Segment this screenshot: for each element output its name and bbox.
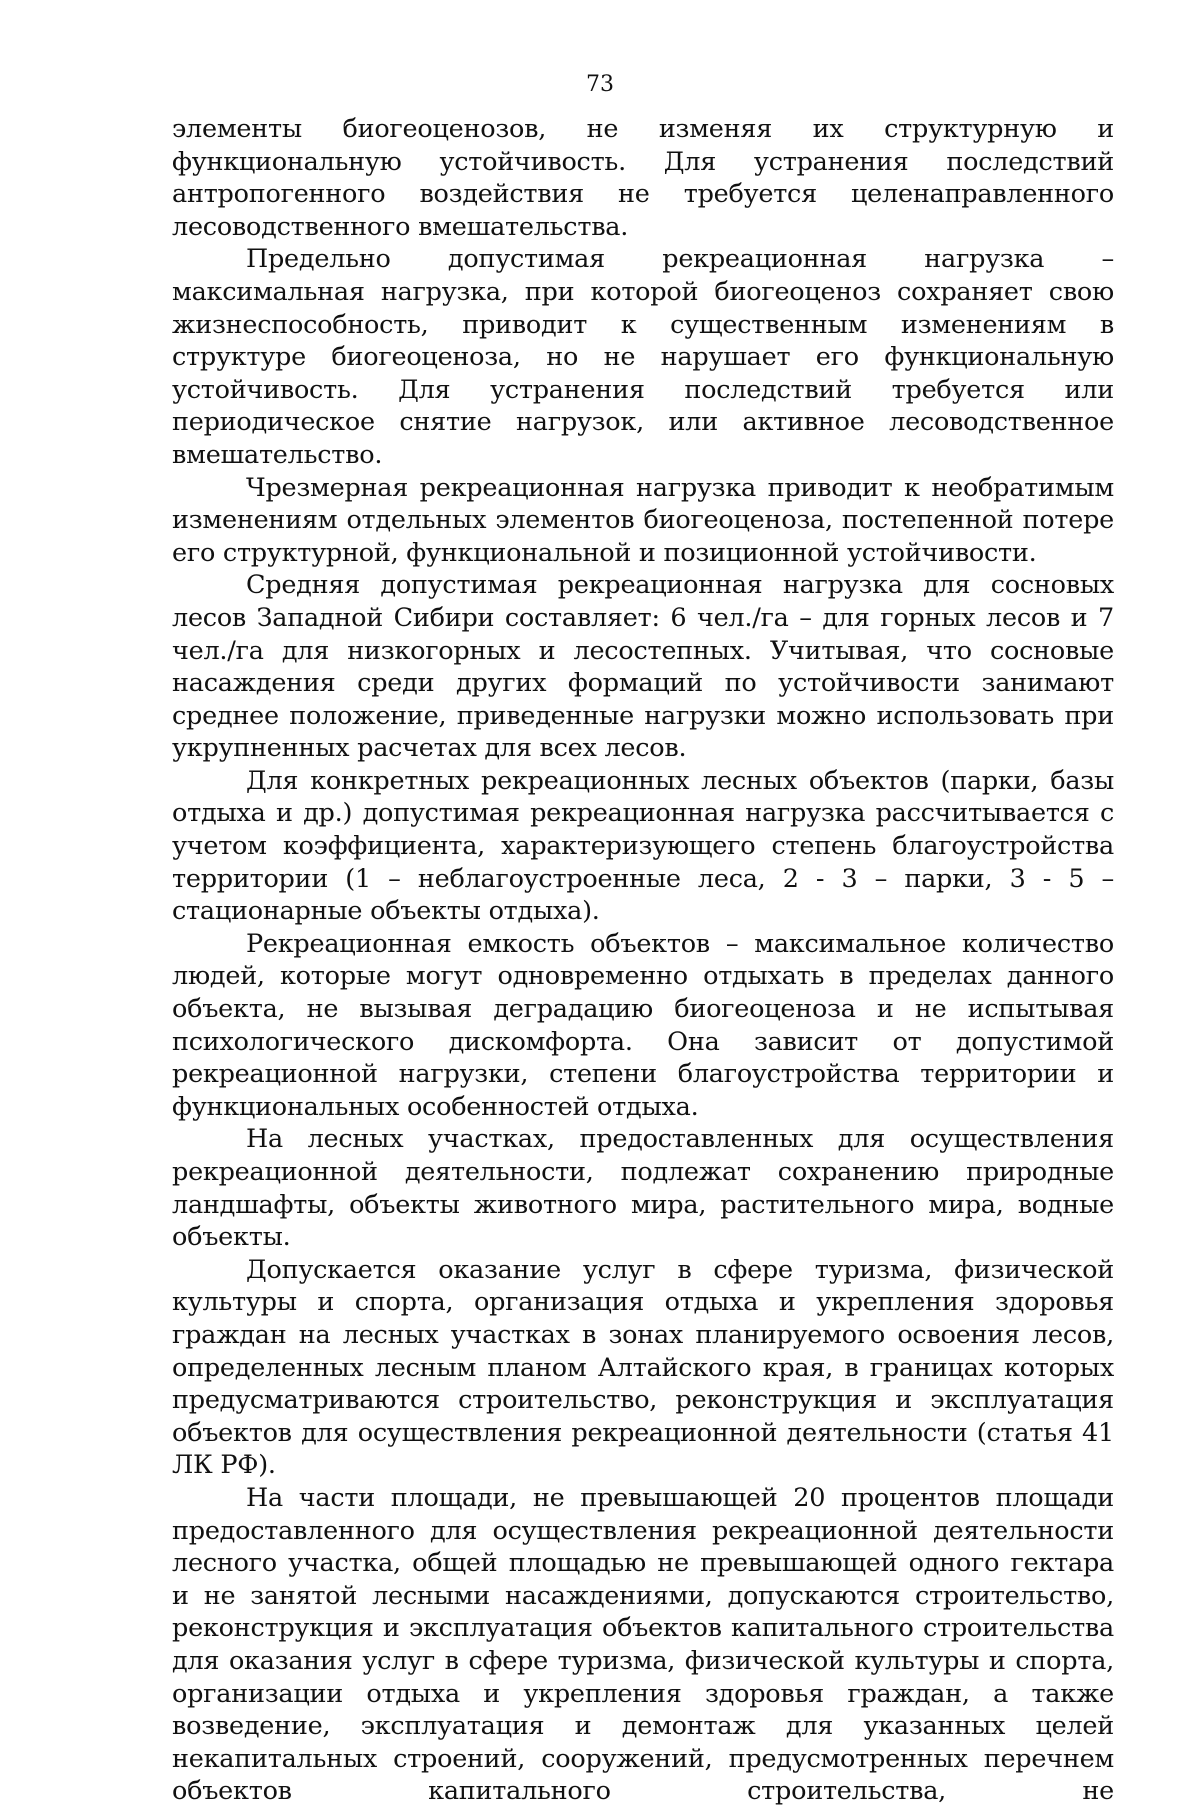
paragraph-specific-objects: Для конкретных рекреационных лесных объектов (парки, базы отдыха и др.) допустимая рекреационная нагрузка рассчитывается с учетом коэффициента, характеризующего степень благоустройства территории (1 – неблагоустроенные леса, 2 - 3 – парки, 3 - 5 – стационарные объекты отдыха). bbox=[172, 765, 1114, 927]
paragraph-excessive-load: Чрезмерная рекреационная нагрузка приводит к необратимым изменениям отдельных элементов биогеоценоза, постепенной потере его структурной, функциональной и позиционной устойчивости. bbox=[172, 472, 1114, 568]
paragraph-preservation: На лесных участках, предоставленных для осуществления рекреационной деятельности, подлежат сохранению природные ландшафты, объекты животного мира, растительного мира, водные объекты. bbox=[172, 1124, 1114, 1253]
document-body bbox=[172, 113, 1114, 1808]
page-number: 73 bbox=[586, 72, 614, 97]
paragraph-recreational-capacity: Рекреационная емкость объектов – максимальное количество людей, которые могут одновременно отдыхать в пределах данного объекта, не вызывая деградацию биогеоценоза и не испытывая психологического дискомфорта. Она зависит от допустимой рекреационной нагрузки, степени благоустройства территории и функциональных особенностей отдыха. bbox=[172, 928, 1114, 1122]
paragraph-continuation: элементы биогеоценозов, не изменяя их структурную и функциональную устойчивость. Для устранения последствий антропогенного воздействия не требуется целенаправленного лесоводственного вмешательства. bbox=[172, 114, 1114, 242]
paragraph-max-allowable-load: Предельно допустимая рекреационная нагрузка – максимальная нагрузка, при которой биогеоценоз сохраняет свою жизнеспособность, приводит к существенным изменениям в структуре биогеоценоза, но не нарушает его функциональную устойчивость. Для устранения последствий требуется или периодическое снятие нагрузок, или активное лесоводственное вмешательство. bbox=[172, 244, 1114, 470]
paragraph-average-load: Средняя допустимая рекреационная нагрузка для сосновых лесов Западной Сибири составляет: 6 чел./га – для горных лесов и 7 чел./га для низкогорных и лесостепных. Учитывая, что сосновые насаждения среди других формаций по устойчивости занимают среднее положение, приведенные нагрузки можно использовать при укрупненных расчетах для всех лесов. bbox=[172, 570, 1114, 764]
paragraph-services-allowed: Допускается оказание услуг в сфере туризма, физической культуры и спорта, организация отдыха и укрепления здоровья граждан на лесных участках в зонах планируемого освоения лесов, определенных лесным планом Алтайского края, в границах которых предусматриваются строительство, реконструкция и эксплуатация объектов для осуществления рекреационной деятельности (статья 41 ЛК РФ). bbox=[172, 1254, 1114, 1481]
paragraph-construction-area: На части площади, не превышающей 20 процентов площади предоставленного для осуществления рекреационной деятельности лесного участка, общей площадью не превышающей одного гектара и не занятой лесными насаждениями, допускаются строительство, реконструкция и эксплуатация объектов капитального строительства для оказания услуг в сфере туризма, физической культуры и спорта, организации отдыха и укрепления здоровья граждан, а также возведение, эксплуатация и демонтаж для указанных целей некапитальных строений, сооружений, предусмотренных перечнем объектов капитального строительства, не bbox=[172, 1482, 1114, 1807]
